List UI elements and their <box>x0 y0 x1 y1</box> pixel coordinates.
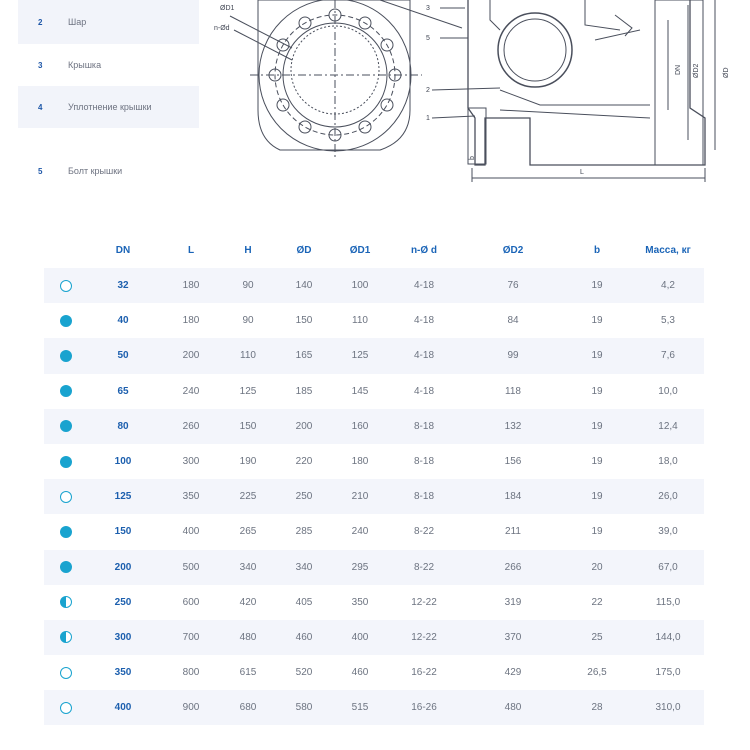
cell-l: 200 <box>182 350 200 362</box>
cell-mass: 67,0 <box>658 561 678 573</box>
right-flange <box>655 0 703 165</box>
leader-line <box>230 16 292 48</box>
cell-d: 250 <box>295 491 313 503</box>
leader-2 <box>432 88 500 90</box>
label-nd: n-Ød <box>214 25 230 32</box>
table-row <box>44 444 704 479</box>
bolt-hole <box>299 121 311 133</box>
cell-d: 285 <box>295 526 313 538</box>
cell-d2: 156 <box>504 456 522 468</box>
cell-nd: 8-18 <box>413 420 434 432</box>
cell-d1: 240 <box>351 526 369 538</box>
ball-inner <box>504 19 566 81</box>
cell-d: 405 <box>295 596 313 608</box>
cell-l: 600 <box>182 596 200 608</box>
table-row <box>44 620 704 655</box>
header-d: ØD <box>296 244 312 256</box>
cell-b: 19 <box>591 315 603 327</box>
cell-d1: 100 <box>351 280 369 292</box>
cell-dn: 400 <box>114 702 132 714</box>
valve-drawing <box>200 0 750 225</box>
table-row <box>44 690 704 725</box>
cell-nd: 4-18 <box>413 350 434 362</box>
cell-nd: 8-18 <box>413 491 434 503</box>
part-number: 5 <box>38 166 43 176</box>
table-header <box>44 232 704 268</box>
table-body <box>44 268 704 725</box>
part-name: Уплотнение крышки <box>68 102 152 112</box>
valve-drawing-svg <box>200 0 750 225</box>
table-row <box>44 303 704 338</box>
cell-mass: 144,0 <box>655 631 681 643</box>
cell-h: 480 <box>239 631 257 643</box>
cell-d1: 145 <box>351 385 369 397</box>
part-row <box>18 44 199 86</box>
header-d2: ØD2 <box>502 244 524 256</box>
cell-b: 25 <box>591 631 603 643</box>
part-number: 2 <box>38 17 43 27</box>
part-number: 4 <box>38 102 43 112</box>
availability-marker-icon <box>60 667 72 679</box>
cell-mass: 10,0 <box>658 385 678 397</box>
part-name: Шар <box>68 17 87 27</box>
leader-top <box>380 0 462 28</box>
cell-d2: 118 <box>505 385 521 397</box>
cell-d1: 295 <box>351 561 369 573</box>
cell-l: 240 <box>182 385 200 397</box>
cell-nd: 4-18 <box>413 280 434 292</box>
cell-l: 400 <box>182 526 200 538</box>
cell-d: 520 <box>295 667 313 679</box>
cell-d2: 211 <box>505 526 521 538</box>
cell-b: 19 <box>591 280 603 292</box>
cell-mass: 18,0 <box>658 456 678 468</box>
cell-b: 19 <box>591 350 603 362</box>
cell-mass: 7,6 <box>661 350 675 362</box>
cell-d1: 460 <box>351 667 369 679</box>
cell-h: 265 <box>239 526 257 538</box>
label-1: 1 <box>426 115 430 122</box>
header-b: b <box>593 244 601 256</box>
availability-marker-icon <box>60 456 72 468</box>
part-row <box>18 128 199 214</box>
table-row <box>44 374 704 409</box>
cell-d1: 350 <box>351 596 369 608</box>
cell-l: 800 <box>182 667 200 679</box>
cell-dn: 150 <box>114 526 132 538</box>
availability-marker-icon <box>60 350 72 362</box>
cell-nd: 4-18 <box>413 315 434 327</box>
cell-dn: 80 <box>117 420 129 432</box>
availability-marker-icon <box>60 280 72 292</box>
cell-b: 19 <box>591 385 603 397</box>
cell-d1: 160 <box>351 420 369 432</box>
cell-dn: 32 <box>117 280 129 292</box>
availability-marker-icon <box>60 385 72 397</box>
ball <box>498 13 572 87</box>
label-d: ØD <box>723 67 730 78</box>
cell-l: 900 <box>182 702 200 714</box>
table-row <box>44 268 704 303</box>
header-dn: DN <box>115 244 131 256</box>
cell-d1: 125 <box>351 350 369 362</box>
cell-b: 19 <box>591 491 603 503</box>
label-5: 5 <box>426 35 430 42</box>
cell-d1: 515 <box>351 702 369 714</box>
cell-d: 150 <box>295 315 313 327</box>
parts-legend <box>18 0 199 214</box>
cell-d: 200 <box>295 420 313 432</box>
cell-h: 150 <box>239 420 257 432</box>
label-b: b <box>469 156 476 160</box>
table-row <box>44 655 704 690</box>
cell-d2: 370 <box>504 631 522 643</box>
label-d2: ØD2 <box>693 63 700 78</box>
cell-nd: 12-22 <box>411 631 437 643</box>
cell-dn: 300 <box>114 631 132 643</box>
part-row <box>18 0 199 44</box>
part-name: Болт крышки <box>68 166 123 176</box>
cell-nd: 16-22 <box>411 667 437 679</box>
availability-marker-icon <box>60 631 72 643</box>
cell-h: 190 <box>239 456 257 468</box>
cell-d: 580 <box>295 702 313 714</box>
cell-nd: 16-26 <box>411 702 437 714</box>
part-name: Крышка <box>68 60 102 70</box>
cell-b: 19 <box>591 526 603 538</box>
cell-mass: 115,0 <box>655 596 681 608</box>
cell-dn: 350 <box>114 667 132 679</box>
cell-d1: 110 <box>352 315 368 327</box>
cell-d2: 429 <box>504 667 522 679</box>
cell-mass: 26,0 <box>658 491 678 503</box>
cell-h: 90 <box>242 280 254 292</box>
cell-h: 680 <box>239 702 257 714</box>
cell-l: 180 <box>182 280 200 292</box>
cell-d1: 180 <box>351 456 369 468</box>
label-d1: ØD1 <box>220 5 235 12</box>
cell-nd: 8-22 <box>413 561 434 573</box>
cell-nd: 8-18 <box>413 456 434 468</box>
availability-marker-icon <box>60 315 72 327</box>
cell-l: 300 <box>182 456 200 468</box>
cell-d1: 210 <box>351 491 369 503</box>
cell-h: 125 <box>239 385 257 397</box>
cell-nd: 4-18 <box>413 385 434 397</box>
cell-b: 26,5 <box>587 667 607 679</box>
cell-d: 340 <box>295 561 313 573</box>
cell-mass: 310,0 <box>655 702 681 714</box>
cell-dn: 50 <box>117 350 129 362</box>
cell-h: 615 <box>239 667 257 679</box>
header-mass: Масса, кг <box>645 244 691 256</box>
cell-mass: 5,3 <box>661 315 675 327</box>
cell-d2: 319 <box>504 596 522 608</box>
bolt-hole <box>381 99 393 111</box>
cell-mass: 175,0 <box>655 667 681 679</box>
cell-h: 90 <box>242 315 254 327</box>
cell-d: 165 <box>295 350 313 362</box>
cell-dn: 200 <box>114 561 132 573</box>
cell-b: 20 <box>591 561 603 573</box>
label-dn: DN <box>675 64 682 75</box>
label-2: 2 <box>426 87 430 94</box>
availability-marker-icon <box>60 491 72 503</box>
availability-marker-icon <box>60 702 72 714</box>
availability-marker-icon <box>60 420 72 432</box>
cell-d: 460 <box>295 631 313 643</box>
cell-h: 110 <box>240 350 256 362</box>
table-row <box>44 550 704 585</box>
cell-d: 185 <box>295 385 313 397</box>
cell-l: 260 <box>182 420 200 432</box>
cell-mass: 4,2 <box>661 280 675 292</box>
cell-b: 28 <box>591 702 603 714</box>
cell-d2: 76 <box>507 280 519 292</box>
cell-b: 19 <box>591 456 603 468</box>
leader-1 <box>432 116 475 118</box>
bolt-hole <box>359 121 371 133</box>
cell-b: 22 <box>591 596 603 608</box>
availability-marker-icon <box>60 596 72 608</box>
table-row <box>44 585 704 620</box>
header-l: L <box>187 244 195 256</box>
header-nd: n-Ø d <box>410 244 438 256</box>
cell-l: 180 <box>182 315 200 327</box>
header-d1: ØD1 <box>349 244 371 256</box>
cell-dn: 100 <box>114 456 132 468</box>
cell-dn: 65 <box>117 385 129 397</box>
cell-dn: 40 <box>117 315 129 327</box>
cell-d: 140 <box>295 280 313 292</box>
cell-d2: 184 <box>504 491 522 503</box>
cell-dn: 250 <box>114 596 132 608</box>
cell-d2: 266 <box>504 561 522 573</box>
cell-h: 340 <box>239 561 257 573</box>
label-l: L <box>580 169 584 176</box>
header-h: H <box>244 244 252 256</box>
leader-ball <box>595 30 640 40</box>
label-3: 3 <box>426 5 430 12</box>
cell-d: 220 <box>295 456 313 468</box>
part-row <box>18 86 199 128</box>
cell-d2: 480 <box>504 702 522 714</box>
cell-dn: 125 <box>114 491 132 503</box>
body-bottom <box>500 90 650 118</box>
availability-marker-icon <box>60 526 72 538</box>
cell-b: 19 <box>591 420 603 432</box>
cell-l: 700 <box>182 631 200 643</box>
body-inner <box>490 0 620 30</box>
cell-h: 420 <box>239 596 257 608</box>
cell-l: 350 <box>182 491 200 503</box>
part-number: 3 <box>38 60 43 70</box>
table-row <box>44 514 704 549</box>
cell-d2: 84 <box>507 315 519 327</box>
cell-mass: 12,4 <box>658 420 678 432</box>
cell-h: 225 <box>239 491 257 503</box>
spec-table <box>44 232 704 725</box>
table-row <box>44 338 704 373</box>
table-row <box>44 479 704 514</box>
cell-mass: 39,0 <box>658 526 678 538</box>
table-row <box>44 409 704 444</box>
cell-d2: 132 <box>504 420 522 432</box>
availability-marker-icon <box>60 561 72 573</box>
cell-nd: 8-22 <box>413 526 434 538</box>
cell-l: 500 <box>182 561 200 573</box>
cell-nd: 12-22 <box>411 596 437 608</box>
cell-d1: 400 <box>351 631 369 643</box>
cell-d2: 99 <box>507 350 519 362</box>
